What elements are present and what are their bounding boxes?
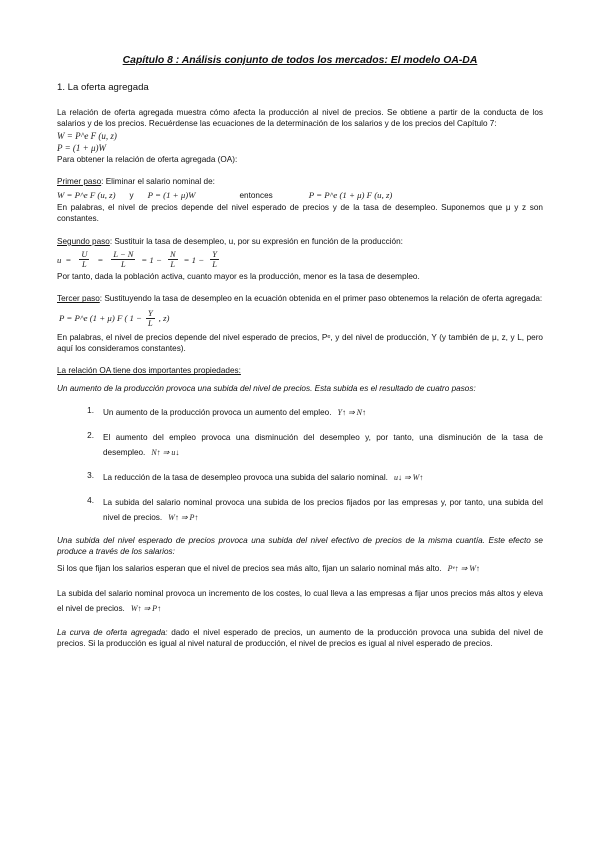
list-item: 3. La reducción de la tasa de desempleo provoca una subida del salario nominal. u↓ ⇒ W↑ <box>87 470 424 482</box>
property-2-point-a: Si los que fijan los salarios esperan que el nivel de precios sea más alto, fijan un salario nominal más alto. Pᵉ↑ ⇒ W↑ <box>57 564 480 574</box>
fraction-n-l: $\frac{N}{L}$ <box>169 250 176 270</box>
step1-label: Primer paso <box>57 176 102 186</box>
step1-and: y <box>129 190 134 200</box>
fraction-ln-l: $\frac{L - N}{L}$ <box>113 250 134 270</box>
fraction-y-l: $\frac{Y}{L}$ <box>212 250 217 270</box>
property-1: Un aumento de la producción provoca una subida del nivel de precios. Esta subida es el resultado de cuatro pasos: <box>57 383 476 393</box>
step1-eq-b: P = (1 + μ)W <box>147 190 196 201</box>
step2-label: Segundo paso <box>57 236 110 246</box>
section-heading: 1. La oferta agregada <box>57 82 149 93</box>
step2-paragraph <box>57 236 543 247</box>
step3-label: Tercer paso <box>57 294 100 304</box>
intro-paragraph: La relación de oferta agregada muestra cómo afecta la producción al nivel de precios. Se obtiene a partir de la conducta de los salarios y de los precios. Recuérdense las ecuaciones de la determinación de los salarios y de los precios del Capítulo 7: <box>57 108 543 129</box>
arrow-formula: Y↑ ⇒ N↑ <box>337 407 366 417</box>
step3-text: : Sustituyendo la tasa de desempleo en la ecuación obtenida en el primer paso obtenemos la relación de oferta agregada: <box>99 294 543 304</box>
price-equation: P = (1 + μ)W <box>57 142 106 153</box>
step1-text: : Eliminar el salario nominal de: <box>101 176 215 186</box>
arrow-formula: N↑ ⇒ u↓ <box>151 447 180 457</box>
step3-explanation: En palabras, el nivel de precios depende del nivel esperado de precios, Pᵉ, y del nivel de producción, Y (y también de μ, z, y L, pero aquí los consideramos constantes). <box>57 332 543 353</box>
list-item: 4. La subida del salario nominal provoca una subida de los precios fijados por las empresas y, por tanto, una subida del nivel de precios. W↑ ⇒ P↑ <box>87 495 543 522</box>
step2-text: : Sustituir la tasa de desempleo, u, por su expresión en función de la producción: <box>109 236 403 246</box>
step1-equations <box>57 190 543 200</box>
u-symbol: u <box>57 254 62 265</box>
step3-paragraph <box>57 293 543 304</box>
oa-intro: Para obtener la relación de oferta agregada (OA): <box>57 154 238 164</box>
arrow-formula: W↑ ⇒ P↑ <box>168 512 199 522</box>
curve-text: dado el nivel esperado de precios, un aumento de la producción provoca una subida del nivel de precios. Si la producción es igual al nivel natural de producción, el nivel de precios es igual al nivel esperado de precios. <box>57 627 543 649</box>
arrow-formula: Pᵉ↑ ⇒ W↑ <box>447 564 480 574</box>
property-2-point-b: La subida del salario nominal provoca un incremento de los costes, lo cual lleva a las empresas a fijar unos precios más altos y eleva el nivel de precios. W↑ ⇒ P↑ <box>57 588 543 613</box>
fraction-y-over-l: $\frac{Y}{L}$ <box>148 308 153 328</box>
properties-heading: La relación OA tiene dos importantes propiedades: <box>57 366 241 376</box>
one-minus-a: = 1 − <box>141 254 162 265</box>
list-item: 2. El aumento del empleo provoca una disminución del desempleo y, por tanto, una disminución de la tasa de desempleo. N↑ ⇒ u↓ <box>87 430 543 457</box>
document-page <box>57 55 543 649</box>
fraction-u-l: $\frac{U}{L}$ <box>81 250 88 270</box>
step2-explanation: Por tanto, dada la población activa, cuanto mayor es la producción, menor es la tasa de desempleo. <box>57 272 420 282</box>
aggregate-supply-equation: P = P^e (1 + μ) F ( 1 − $\frac{Y}{L}$ , z) <box>59 308 170 328</box>
arrow-formula: u↓ ⇒ W↑ <box>393 472 424 482</box>
unemployment-equation: u = $\frac{U}{L}$ = $\frac{L - N}{L}$ = 1 − $\frac{N}{L}$ = 1 − $\frac{Y}{L}$ <box>57 250 217 270</box>
chapter-title: Capítulo 8 : Análisis conjunto de todos los mercados: El modelo OA-DA <box>122 55 478 66</box>
step1-explanation: En palabras, el nivel de precios depende del nivel esperado de precios y de la tasa de desempleo. Suponemos que μ y z son constantes. <box>57 203 543 224</box>
step1-paragraph <box>57 176 543 187</box>
arrow-formula: W↑ ⇒ P↑ <box>130 603 162 613</box>
property-2: Una subida del nivel esperado de precios provoca una subida del nivel efectivo de precios de la misma cuantía. Este efecto se produce a través de los salarios: <box>57 535 543 557</box>
wage-price-equations <box>57 130 543 154</box>
equals-sign: = <box>65 254 72 265</box>
step1-eq-c: P = P^e (1 + μ) F (u, z) <box>308 190 393 201</box>
four-steps-list <box>57 405 543 525</box>
step1-then: entonces <box>239 190 273 200</box>
wage-equation: W = P^e F (u, z) <box>57 130 117 141</box>
aggregate-supply-curve-paragraph <box>57 627 543 650</box>
one-minus-b: = 1 − <box>183 254 205 265</box>
list-item: 1. Un aumento de la producción provoca un aumento del empleo. Y↑ ⇒ N↑ <box>87 405 366 417</box>
step1-eq-a: W = P^e F (u, z) <box>57 190 116 201</box>
curve-label: La curva de oferta agregada: <box>57 627 168 637</box>
